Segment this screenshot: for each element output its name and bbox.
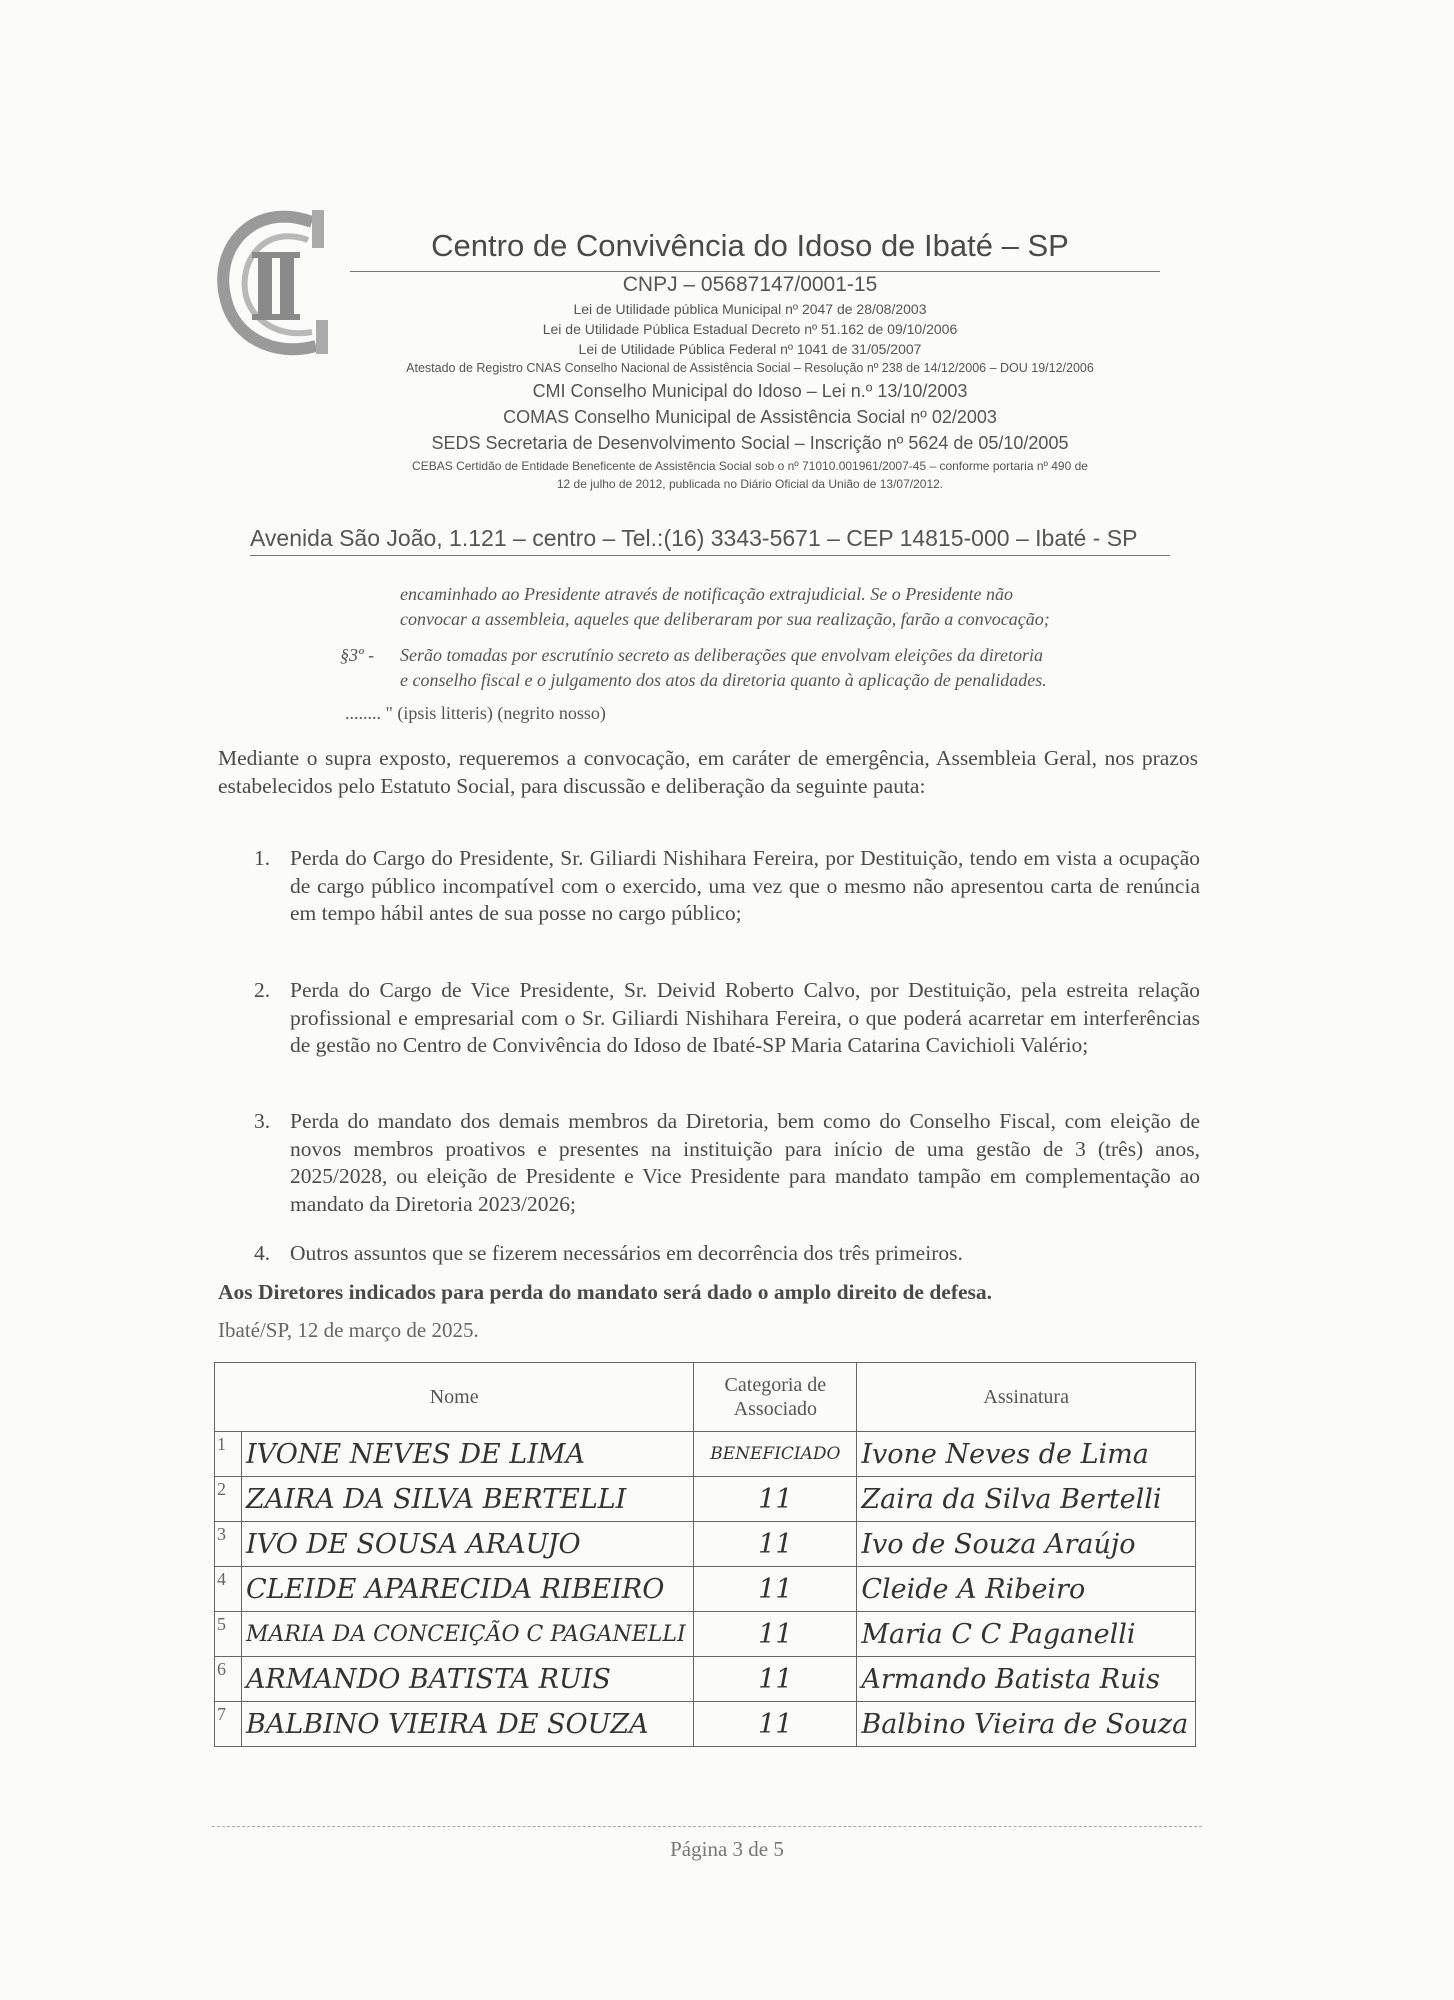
agenda-item — [254, 845, 1200, 928]
table-row — [215, 1567, 1196, 1612]
quote-line: Serão tomadas por escrutínio secreto as deliberações que envolvam eleições da diretoria — [400, 645, 1044, 665]
header-comas: COMAS Conselho Municipal de Assistência Social nº 02/2003 — [503, 407, 997, 427]
member-name: IVONE NEVES DE LIMA — [242, 1432, 694, 1477]
table-row — [215, 1657, 1196, 1702]
row-number: 6 — [215, 1657, 242, 1702]
header-divider — [350, 271, 1160, 272]
address-divider — [250, 555, 1170, 556]
quote-closing: ........ " (ipsis litteris) (negrito nosso) — [345, 703, 606, 723]
member-name: ZAIRA DA SILVA BERTELLI — [242, 1477, 694, 1522]
member-signature: Ivone Neves de Lima — [857, 1432, 1196, 1477]
row-number: 7 — [215, 1702, 242, 1747]
member-name: MARIA DA CONCEIÇÃO C PAGANELLI — [242, 1612, 694, 1657]
quote-line: e conselho fiscal e o julgamento dos atos da diretoria quanto à aplicação de penalidades. — [400, 670, 1047, 690]
agenda-item-number: 3. — [254, 1109, 271, 1133]
row-number: 4 — [215, 1567, 242, 1612]
agenda-item-text: Perda do mandato dos demais membros da Diretoria, bem como do Conselho Fiscal, com eleição de novos membros proativos e presentes na instituição para início de uma gestão de 3 (três) anos, 2025/2028, ou eleição de Presidente e Vice Presidente para mandato tampão em complementação ao mandato da Diretoria 2023/2026; — [290, 1109, 1200, 1216]
table-row — [215, 1702, 1196, 1747]
agenda-item-text: Perda do Cargo do Presidente, Sr. Giliardi Nishihara Fereira, por Destituição, tendo em vista a ocupação de cargo público incompatível com o exercido, uma vez que o mesmo não apresentou carta de renúncia em tempo hábil antes de sua posse no cargo público; — [290, 846, 1200, 925]
address-line: Avenida São João, 1.121 – centro – Tel.:(16) 3343-5671 – CEP 14815-000 – Ibaté - SP — [250, 525, 1138, 551]
member-category: 11 — [694, 1702, 857, 1747]
agenda-item-number: 2. — [254, 978, 271, 1002]
quote-line: encaminhado ao Presidente através de notificação extrajudicial. Se o Presidente não — [400, 584, 1014, 604]
table-row — [215, 1522, 1196, 1567]
header-cebas: 12 de julho de 2012, publicada no Diário Oficial da União de 13/07/2012. — [556, 477, 944, 491]
intro-paragraph: Mediante o supra exposto, requeremos a convocação, em caráter de emergência, Assembleia Geral, nos prazos estabelecidos pelo Estatuto Social, para discussão e deliberação da seguinte pauta: — [218, 746, 1198, 798]
row-number: 3 — [215, 1522, 242, 1567]
agenda-item-number: 1. — [254, 846, 271, 870]
row-number: 5 — [215, 1612, 242, 1657]
agenda-item — [254, 1108, 1200, 1218]
header-cebas: CEBAS Certidão de Entidade Beneficente de Assistência Social sob o nº 71010.001961/2007-45 – conforme portaria nº 490 de — [412, 459, 1088, 473]
column-header-signature: Assinatura — [857, 1363, 1196, 1432]
member-category: BENEFICIADO — [694, 1432, 857, 1477]
agenda-item-text: Perda do Cargo de Vice Presidente, Sr. Deivid Roberto Calvo, por Destituição, pela estreita relação profissional e empresarial com o Sr. Giliardi Nishihara Fereira, o que poderá acarretar em interferências de gestão no Centro de Convivência do Idoso de Ibaté-SP Maria Catarina Cavichioli Valério; — [290, 978, 1200, 1057]
header-seds: SEDS Secretaria de Desenvolvimento Social – Inscrição nº 5624 de 05/10/2005 — [431, 433, 1069, 453]
member-signature: Maria C C Paganelli — [857, 1612, 1196, 1657]
member-category: 11 — [694, 1477, 857, 1522]
header-law-line: Lei de Utilidade pública Municipal nº 2047 de 28/08/2003 — [573, 301, 927, 317]
table-row — [215, 1612, 1196, 1657]
member-name: BALBINO VIEIRA DE SOUZA — [242, 1702, 694, 1747]
table-row — [215, 1477, 1196, 1522]
footer-divider — [212, 1826, 1202, 1827]
agenda-item — [254, 977, 1200, 1060]
column-header-category: Categoria de Associado — [694, 1363, 857, 1432]
column-header-name: Nome — [215, 1363, 694, 1432]
member-signature: Armando Batista Ruis — [857, 1657, 1196, 1702]
member-name: IVO DE SOUSA ARAUJO — [242, 1522, 694, 1567]
member-category: 11 — [694, 1612, 857, 1657]
page-number: Página 3 de 5 — [670, 1837, 784, 1861]
member-category: 11 — [694, 1567, 857, 1612]
quote-line: convocar a assembleia, aqueles que deliberaram por sua realização, farão a convocação; — [400, 609, 1050, 629]
organization-logo-icon — [212, 200, 336, 360]
row-number: 1 — [215, 1432, 242, 1477]
organization-title: Centro de Convivência do Idoso de Ibaté – SP — [431, 228, 1069, 263]
header-law-line: Atestado de Registro CNAS Conselho Nacional de Assistência Social – Resolução nº 238 de 14/12/2006 – DOU 19/12/2006 — [406, 361, 1094, 375]
member-category: 11 — [694, 1657, 857, 1702]
member-signature: Ivo de Souza Araújo — [857, 1522, 1196, 1567]
table-header-row — [215, 1363, 1196, 1432]
member-signature: Balbino Vieira de Souza — [857, 1702, 1196, 1747]
document-date: Ibaté/SP, 12 de março de 2025. — [218, 1318, 479, 1342]
row-number: 2 — [215, 1477, 242, 1522]
member-signature: Zaira da Silva Bertelli — [857, 1477, 1196, 1522]
agenda-item — [254, 1240, 1200, 1268]
header-law-line: Lei de Utilidade Pública Estadual Decreto nº 51.162 de 09/10/2006 — [542, 321, 958, 337]
agenda-item-number: 4. — [254, 1241, 271, 1265]
member-signature: Cleide A Ribeiro — [857, 1567, 1196, 1612]
header-law-line: Lei de Utilidade Pública Federal nº 1041 de 31/05/2007 — [578, 341, 922, 357]
member-category: 11 — [694, 1522, 857, 1567]
table-row — [215, 1432, 1196, 1477]
cnpj: CNPJ – 05687147/0001-15 — [622, 273, 878, 296]
agenda-item-text: Outros assuntos que se fizerem necessários em decorrência dos três primeiros. — [290, 1241, 963, 1265]
defense-statement: Aos Diretores indicados para perda do mandato será dado o amplo direito de defesa. — [218, 1280, 993, 1304]
signature-table — [214, 1362, 1196, 1747]
header-cmi: CMI Conselho Municipal do Idoso – Lei n.º 13/10/2003 — [532, 381, 968, 401]
paragraph-mark: §3º - — [340, 645, 375, 665]
member-name: ARMANDO BATISTA RUIS — [242, 1657, 694, 1702]
member-name: CLEIDE APARECIDA RIBEIRO — [242, 1567, 694, 1612]
